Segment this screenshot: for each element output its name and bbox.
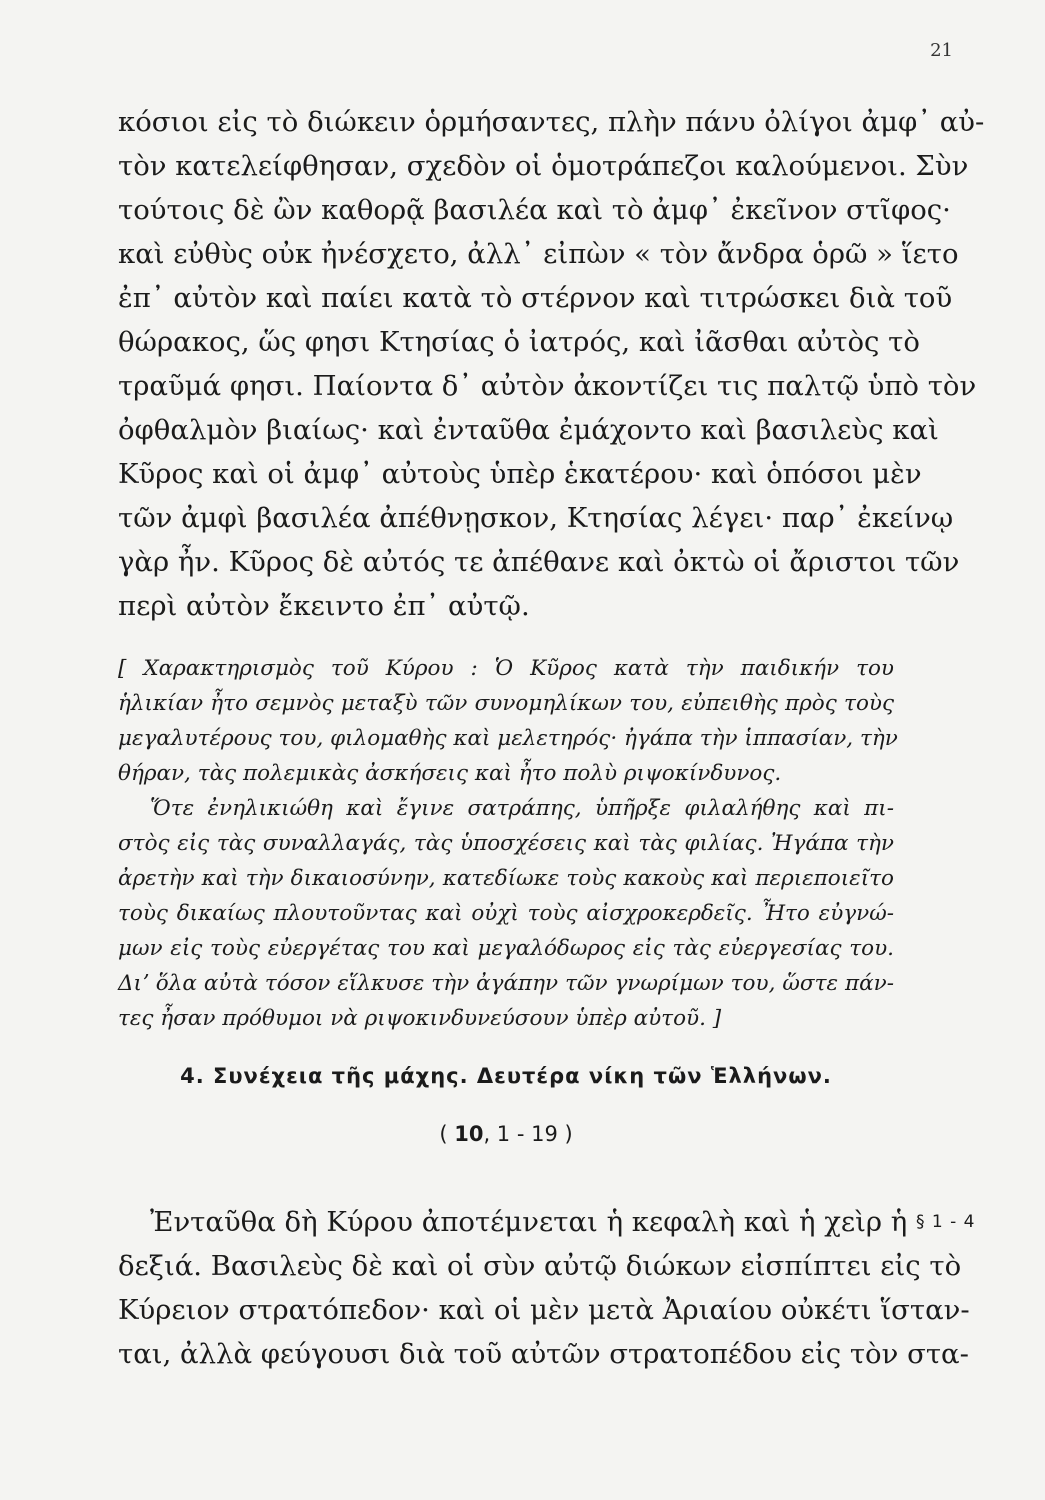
- note-line: ἀρετὴν καὶ τὴν δικαιοσύνην, κατεδίωκε τοὺς κακοὺς καὶ περιεποιεῖτο: [118, 866, 894, 891]
- text-line: ὀφθαλμὸν βιαίως· καὶ ἐνταῦθα ἐμάχοντο καὶ βασιλεὺς καὶ: [118, 414, 939, 446]
- text-line: ἐπ᾽ αὐτὸν καὶ παίει κατὰ τὸ στέρνον καὶ τιτρώσκει διὰ τοῦ: [118, 282, 953, 314]
- page-number: 21: [930, 40, 953, 61]
- text-line: θώρακος, ὥς φησι Κτησίας ὁ ἰατρός, καὶ ἰᾶσθαι αὐτὸς τὸ: [118, 326, 920, 358]
- text-line: Κῦρος καὶ οἱ ἀμφ᾽ αὐτοὺς ὑπὲρ ἑκατέρου· καὶ ὁπόσοι μὲν: [118, 458, 922, 490]
- note-line: μων εἰς τοὺς εὐεργέτας του καὶ μεγαλόδωρος εἰς τὰς εὐεργεσίας του.: [118, 936, 894, 961]
- text-line: τὸν κατελείφθησαν, σχεδὸν οἱ ὁμοτράπεζοι καλούμενοι. Σὺν: [118, 150, 969, 182]
- text-line: γὰρ ἦν. Κῦρος δὲ αὐτός τε ἀπέθανε καὶ ὀκτὼ οἱ ἄριστοι τῶν: [118, 546, 960, 578]
- text-line: κόσιοι εἰς τὸ διώκειν ὁρμήσαντες, πλὴν πάνυ ὀλίγοι ἀμφ᾽ αὐ-: [118, 106, 985, 138]
- note-line: ἡλικίαν ἦτο σεμνὸς μεταξὺ τῶν συνομηλίκων του, εὐπειθὴς πρὸς τοὺς: [118, 691, 894, 716]
- note-line: στὸς εἰς τὰς συναλλαγάς, τὰς ὑποσχέσεις καὶ τὰς φιλίας. Ἠγάπα τὴν: [118, 831, 894, 856]
- note-line: Διʼ ὅλα αὐτὰ τόσον εἵλκυσε τὴν ἀγάπην τῶν γνωρίμων του, ὥστε πάν-: [118, 971, 894, 996]
- chapter-reference: [118, 1122, 894, 1146]
- text-line: δεξιά. Βασιλεὺς δὲ καὶ οἱ σὺν αὐτῷ διώκων εἰσπίπτει εἰς τὸ: [118, 1250, 962, 1282]
- text-line: Κύρειον στρατόπεδον· καὶ οἱ μὲν μετὰ Ἀριαίου οὐκέτι ἵσταν-: [118, 1294, 970, 1326]
- reference-open: (: [439, 1122, 455, 1146]
- note-line: τοὺς δικαίως πλουτοῦντας καὶ οὐχὶ τοὺς αἰσχροκερδεῖς. Ἦτο εὐγνώ-: [118, 901, 894, 926]
- text-line: τῶν ἀμφὶ βασιλέα ἀπέθνῃσκον, Κτησίας λέγει· παρ᾽ ἐκείνῳ: [118, 502, 954, 534]
- reference-rest: , 1 - 19 ): [483, 1122, 573, 1146]
- note-line: [ Χαρακτηρισμὸς τοῦ Κύρου : Ὁ Κῦρος κατὰ τὴν παιδικήν του: [118, 656, 894, 681]
- text-line: τραῦμά φησι. Παίοντα δ᾽ αὐτὸν ἀκοντίζει τις παλτῷ ὑπὸ τὸν: [118, 370, 977, 402]
- note-line: τες ἦσαν πρόθυμοι νὰ ριψοκινδυνεύσουν ὑπὲρ αὐτοῦ. ]: [118, 1006, 722, 1031]
- margin-note: § 1 - 4: [916, 1212, 976, 1232]
- text-line: τούτοις δὲ ὢν καθορᾷ βασιλέα καὶ τὸ ἀμφ᾽ ἐκεῖνον στῖφος·: [118, 194, 951, 226]
- note-line: μεγαλυτέρους του, φιλομαθὴς καὶ μελετηρός· ἠγάπα τὴν ἱππασίαν, τὴν: [118, 726, 898, 751]
- text-line: ται, ἀλλὰ φεύγουσι διὰ τοῦ αὐτῶν στρατοπέδου εἰς τὸν στα-: [118, 1338, 969, 1370]
- note-line: Ὅτε ἐνηλικιώθη καὶ ἔγινε σατράπης, ὑπῆρξε φιλαλήθης καὶ πι-: [150, 796, 894, 821]
- text-line: καὶ εὐθὺς οὐκ ἠνέσχετο, ἀλλ᾽ εἰπὼν « τὸν ἄνδρα ὁρῶ » ἵετο: [118, 238, 959, 270]
- note-line: θήραν, τὰς πολεμικὰς ἀσκήσεις καὶ ἦτο πολὺ ριψοκίνδυνος.: [118, 761, 782, 786]
- text-line: Ἐνταῦθα δὴ Κύρου ἀποτέμνεται ἡ κεφαλὴ καὶ ἡ χεὶρ ἡ: [150, 1206, 908, 1238]
- text-line: περὶ αὐτὸν ἔκειντο ἐπ᾽ αὐτῷ.: [118, 590, 530, 622]
- section-heading: 4. Συνέχεια τῆς μάχης. Δευτέρα νίκη τῶν Ἑλλήνων.: [180, 1064, 832, 1088]
- reference-chapter: 10: [454, 1122, 484, 1146]
